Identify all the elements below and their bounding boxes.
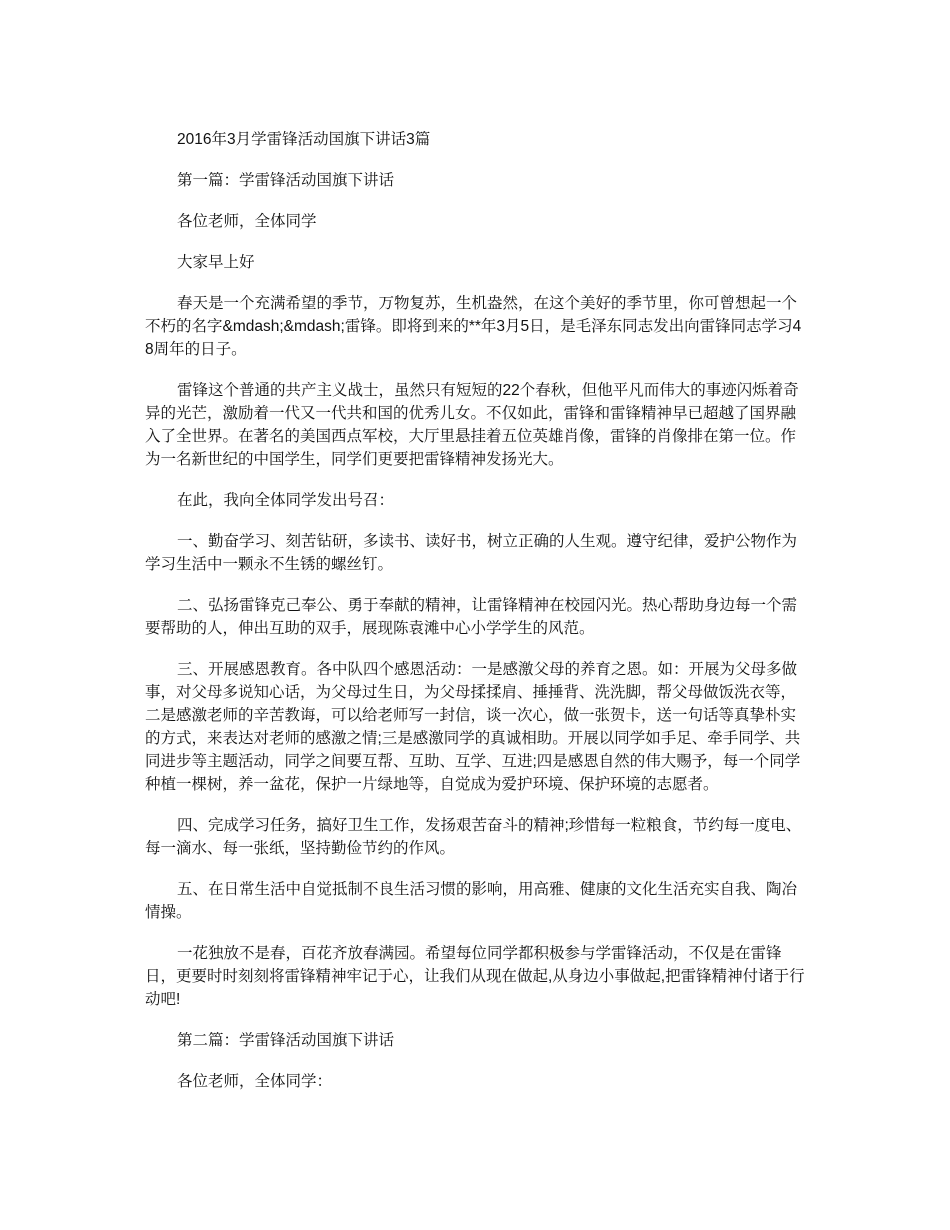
paragraph-item-5: 五、在日常生活中自觉抵制不良生活习惯的影响，用高雅、健康的文化生活充实自我、陶冶情操。 (145, 881, 798, 921)
paragraph-call: 在此，我向全体同学发出号召： (177, 492, 395, 509)
part1-heading: 第一篇：学雷锋活动国旗下讲话 (177, 172, 395, 189)
paragraph-closing: 一花独放不是春，百花齐放春满园。希望每位同学都积极参与学雷锋活动，不仅是在雷锋日，更要时时刻刻将雷锋精神牢记于心，让我们从现在做起,从身边小事做起,把雷锋精神付诸于行动吧! (145, 945, 805, 1008)
document-page (145, 128, 805, 1111)
paragraph-item-4: 四、完成学习任务，搞好卫生工作，发扬艰苦奋斗的精神;珍惜每一粒粮食，节约每一度电、每一滴水、每一张纸，坚持勤俭节约的作风。 (145, 817, 802, 857)
salutation-1: 各位老师，全体同学 (177, 213, 317, 230)
salutation-2: 各位老师，全体同学： (177, 1073, 333, 1090)
paragraph-item-1: 一、勤奋学习、刻苦钻研，多读书、读好书，树立正确的人生观。遵守纪律，爱护公物作为学习生活中一颗永不生锈的螺丝钉。 (145, 533, 798, 573)
paragraph-item-3: 三、开展感恩教育。各中队四个感恩活动：一是感激父母的养育之恩。如：开展为父母多做事，对父母多说知心话，为父母过生日，为父母揉揉肩、捶捶背、洗洗脚，帮父母做饭洗衣等，二是感激老师的辛苦教诲，可以给老师写一封信，谈一次心，做一张贺卡，送一句话等真挚朴实的方式，来表达对老师的感激之情;三是感激同学的真诚相助。开展以同学如手足、牵手同学、共同进步等主题活动，同学之间要互帮、互助、互学、互进;四是感恩自然的伟大赐予，每一个同学种植一棵树，养一盆花，保护一片绿地等，自觉成为爱护环境、保护环境的志愿者。 (145, 661, 801, 793)
paragraph-leifeng: 雷锋这个普通的共产主义战士，虽然只有短短的22个春秋，但他平凡而伟大的事迹闪烁着奇异的光芒，激励着一代又一代共和国的优秀儿女。不仅如此，雷锋和雷锋精神早已超越了国界融入了全世界。在著名的美国西点军校，大厅里悬挂着五位英雄肖像，雷锋的肖像排在第一位。作为一名新世纪的中国学生，同学们更要把雷锋精神发扬光大。 (145, 382, 799, 468)
greeting: 大家早上好 (177, 254, 255, 271)
paragraph-item-2: 二、弘扬雷锋克己奉公、勇于奉献的精神，让雷锋精神在校园闪光。热心帮助身边每一个需要帮助的人，伸出互助的双手，展现陈袁滩中心小学学生的风范。 (145, 597, 798, 637)
part2-heading: 第二篇：学雷锋活动国旗下讲话 (177, 1032, 395, 1049)
document-title: 2016年3月学雷锋活动国旗下讲话3篇 (177, 131, 431, 148)
paragraph-spring: 春天是一个充满希望的季节，万物复苏，生机盎然，在这个美好的季节里，你可曾想起一个不朽的名字&mdash;&mdash;雷锋。即将到来的**年3月5日，是毛泽东同志发出向雷锋同志学习48周年的日子。 (145, 295, 802, 358)
